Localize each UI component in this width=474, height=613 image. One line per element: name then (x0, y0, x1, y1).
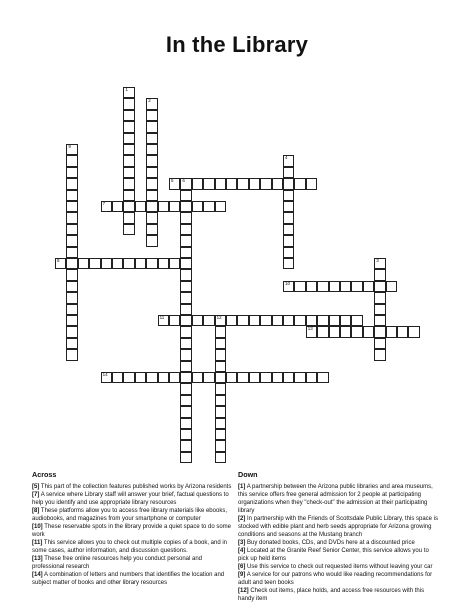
clue-number: 12 (216, 315, 222, 320)
grid-cell[interactable] (180, 281, 191, 292)
clue-text: A combination of letters and numbers that identifies the location and subject matter of books and other library resources (32, 572, 225, 586)
grid-cell[interactable] (180, 212, 191, 223)
grid-cell[interactable] (215, 383, 226, 394)
across-clue (32, 555, 232, 571)
grid-cell[interactable] (215, 440, 226, 451)
grid-cell[interactable] (158, 372, 169, 383)
grid-cell[interactable] (340, 281, 351, 292)
grid-cell[interactable] (158, 201, 169, 212)
clue-label: [10] (32, 524, 43, 530)
grid-cell[interactable] (317, 372, 328, 383)
grid-cell[interactable] (146, 144, 157, 155)
grid-cell[interactable] (192, 315, 203, 326)
grid-cell[interactable] (180, 269, 191, 280)
grid-cell[interactable] (66, 178, 77, 189)
across-clue (32, 507, 232, 523)
grid-cell[interactable] (180, 224, 191, 235)
grid-cell[interactable] (340, 326, 351, 337)
grid-cell[interactable] (215, 178, 226, 189)
grid-cell[interactable] (215, 429, 226, 440)
clue-text: A partnership between the Arizona public libraries and area museums, this service offers free general admission for 2 people at participating organizations when they "check-out" the admission at their participating library (238, 484, 433, 514)
grid-cell[interactable] (123, 133, 134, 144)
grid-cell[interactable] (283, 258, 294, 269)
grid-cell[interactable] (66, 167, 77, 178)
grid-cell[interactable] (374, 315, 385, 326)
grid-cell[interactable] (66, 269, 77, 280)
grid-cell[interactable] (112, 201, 123, 212)
grid-cell[interactable] (283, 178, 294, 189)
clue-number: 6 (182, 178, 185, 184)
clue-label: [2] (238, 516, 246, 522)
grid-cell[interactable] (386, 326, 397, 337)
grid-cell[interactable] (112, 372, 123, 383)
grid-cell[interactable] (374, 269, 385, 280)
clue-number: 8 (57, 258, 60, 263)
grid-cell[interactable] (66, 247, 77, 258)
grid-cell[interactable] (146, 110, 157, 121)
grid-cell[interactable] (158, 258, 169, 269)
grid-cell[interactable] (283, 235, 294, 246)
clue-text: This service allows you to check out multiple copies of a book, and in some cases, author information, and discussion questions. (32, 540, 227, 554)
grid-cell[interactable] (169, 178, 180, 189)
puzzle-title: In the Library (165, 32, 309, 57)
clue-number: 2 (148, 98, 151, 104)
grid-cell[interactable] (215, 361, 226, 372)
grid-cell[interactable] (351, 281, 362, 292)
grid-cell[interactable] (123, 87, 134, 98)
grid-cell[interactable] (180, 258, 191, 269)
grid-cell[interactable] (146, 190, 157, 201)
grid-cell[interactable] (363, 281, 374, 292)
grid-cell[interactable] (101, 372, 112, 383)
clue-number: 11 (159, 315, 165, 320)
grid-cell[interactable] (123, 155, 134, 166)
across-clue (32, 483, 232, 491)
grid-cell[interactable] (283, 224, 294, 235)
grid-cell[interactable] (146, 201, 157, 212)
grid-cell[interactable] (374, 326, 385, 337)
grid-cell[interactable] (146, 155, 157, 166)
grid-cell[interactable] (283, 315, 294, 326)
grid-cell[interactable] (215, 418, 226, 429)
grid-cell[interactable] (180, 292, 191, 303)
grid-cell[interactable] (306, 178, 317, 189)
grid-cell[interactable] (215, 372, 226, 383)
clue-text: In partnership with the Friends of Scottsdale Public Library, this space is stocked with edible plant and herb seeds appropriate for Arizona growing conditions and seasons at the Mustang branch (238, 516, 438, 538)
grid-cell[interactable] (66, 212, 77, 223)
grid-cell[interactable] (374, 304, 385, 315)
grid-cell[interactable] (306, 326, 317, 337)
grid-cell[interactable] (215, 338, 226, 349)
grid-cell[interactable] (192, 201, 203, 212)
grid-cell[interactable] (123, 144, 134, 155)
grid-cell[interactable] (135, 258, 146, 269)
down-heading: Down (238, 470, 258, 479)
grid-cell[interactable] (180, 361, 191, 372)
grid-cell[interactable] (397, 326, 408, 337)
grid-cell[interactable] (374, 349, 385, 360)
grid-cell[interactable] (283, 247, 294, 258)
clue-label: [4] (238, 548, 246, 554)
grid-cell[interactable] (169, 315, 180, 326)
across-clue (32, 539, 232, 555)
grid-cell[interactable] (283, 372, 294, 383)
grid-cell[interactable] (386, 281, 397, 292)
grid-cell[interactable] (283, 155, 294, 166)
grid-cell[interactable] (55, 258, 66, 269)
grid-cell[interactable] (180, 247, 191, 258)
grid-cell[interactable] (329, 281, 340, 292)
grid-cell[interactable] (89, 258, 100, 269)
grid-cell[interactable] (180, 372, 191, 383)
clue-number: 5 (171, 178, 174, 184)
down-clue (238, 587, 438, 603)
grid-cell[interactable] (283, 201, 294, 212)
clue-label: [3] (238, 540, 246, 546)
clue-label: [14] (32, 572, 43, 578)
grid-cell[interactable] (66, 235, 77, 246)
grid-cell[interactable] (180, 338, 191, 349)
grid-cell[interactable] (146, 212, 157, 223)
clue-text: These free online resources help you conduct personal and professional research (32, 556, 203, 570)
grid-cell[interactable] (180, 418, 191, 429)
grid-cell[interactable] (66, 224, 77, 235)
clue-label: [9] (238, 572, 246, 578)
grid-cell[interactable] (66, 144, 77, 155)
grid-cell[interactable] (123, 167, 134, 178)
down-clue (238, 547, 438, 563)
grid-cell[interactable] (66, 304, 77, 315)
clue-label: [1] (238, 484, 246, 490)
grid-cell[interactable] (180, 383, 191, 394)
grid-cell[interactable] (66, 281, 77, 292)
grid-cell[interactable] (215, 326, 226, 337)
grid-cell[interactable] (329, 326, 340, 337)
grid-cell[interactable] (203, 372, 214, 383)
grid-cell[interactable] (146, 98, 157, 109)
grid-cell[interactable] (283, 167, 294, 178)
grid-cell[interactable] (272, 315, 283, 326)
clue-text: These platforms allow you to access free library materials like ebooks, audiobooks, and magazines from your smartphone or computer (32, 508, 227, 522)
grid-cell[interactable] (374, 281, 385, 292)
clue-text: Located at the Granite Reef Senior Center, this service allows you to pick up held items (238, 548, 429, 562)
grid-cell[interactable] (180, 304, 191, 315)
grid-cell[interactable] (123, 201, 134, 212)
grid-cell[interactable] (123, 178, 134, 189)
grid-cell[interactable] (123, 110, 134, 121)
grid-cell[interactable] (306, 315, 317, 326)
grid-cell[interactable] (101, 258, 112, 269)
grid-cell[interactable] (237, 178, 248, 189)
grid-cell[interactable] (66, 292, 77, 303)
grid-cell[interactable] (180, 440, 191, 451)
grid-cell[interactable] (272, 178, 283, 189)
clue-number: 7 (102, 201, 106, 206)
grid-cell[interactable] (180, 201, 191, 212)
grid-cell[interactable] (351, 326, 362, 337)
grid-cell[interactable] (146, 133, 157, 144)
grid-cell[interactable] (260, 178, 271, 189)
grid-cell[interactable] (215, 201, 226, 212)
clue-label: [8] (32, 508, 40, 514)
grid-cell[interactable] (66, 338, 77, 349)
down-clue (238, 483, 438, 515)
grid-cell[interactable] (237, 372, 248, 383)
grid-cell[interactable] (66, 155, 77, 166)
grid-cell[interactable] (215, 349, 226, 360)
clue-label: [11] (32, 540, 43, 546)
grid-cell[interactable] (249, 178, 260, 189)
grid-cell[interactable] (215, 452, 226, 463)
clue-text: A service where Library staff will answer your brief, factual questions to help you identify and use appropriate library resources (32, 492, 229, 506)
grid-cell[interactable] (294, 281, 305, 292)
grid-cell[interactable] (226, 315, 237, 326)
grid-cell[interactable] (294, 315, 305, 326)
grid-cell[interactable] (66, 315, 77, 326)
clue-label: [12] (238, 588, 249, 594)
clue-text: Buy donated books, CDs, and DVDs here at a discounted price (247, 540, 415, 546)
grid-cell[interactable] (283, 190, 294, 201)
down-clue (238, 515, 438, 539)
grid-cell[interactable] (169, 258, 180, 269)
grid-cell[interactable] (66, 258, 77, 269)
grid-cell[interactable] (215, 395, 226, 406)
clue-number: 4 (285, 155, 288, 161)
across-clues (32, 470, 232, 587)
clue-text: This part of the collection features published works by Arizona residents (40, 484, 232, 490)
clue-text: A service for our patrons who would like reading recommendations for adult and teen books (238, 572, 433, 586)
grid-cell[interactable] (249, 315, 260, 326)
grid-cell[interactable] (146, 167, 157, 178)
grid-cell[interactable] (180, 349, 191, 360)
grid-cell[interactable] (146, 372, 157, 383)
grid-cell[interactable] (374, 292, 385, 303)
grid-cell[interactable] (283, 281, 294, 292)
grid-cell[interactable] (66, 201, 77, 212)
grid-cell[interactable] (272, 372, 283, 383)
grid-cell[interactable] (306, 281, 317, 292)
grid-cell[interactable] (260, 315, 271, 326)
grid-cell[interactable] (66, 349, 77, 360)
grid-cell[interactable] (180, 395, 191, 406)
grid-cell[interactable] (203, 178, 214, 189)
grid-cell[interactable] (123, 372, 134, 383)
grid-cell[interactable] (317, 315, 328, 326)
grid-cell[interactable] (283, 212, 294, 223)
grid-cell[interactable] (374, 258, 385, 269)
clue-number: 9 (68, 144, 71, 149)
grid-cell[interactable] (146, 235, 157, 246)
clue-label: [13] (32, 556, 43, 562)
clue-label: [7] (32, 492, 40, 498)
grid-cell[interactable] (226, 372, 237, 383)
grid-cell[interactable] (351, 315, 362, 326)
across-heading: Across (32, 470, 57, 479)
grid-cell[interactable] (180, 326, 191, 337)
grid-cell[interactable] (169, 201, 180, 212)
clue-text: These reservable spots in the library provide a quiet space to do some work (32, 524, 232, 538)
grid-cell[interactable] (112, 258, 123, 269)
grid-cell[interactable] (374, 338, 385, 349)
clue-number: 14 (102, 372, 108, 377)
grid-cell[interactable] (66, 326, 77, 337)
grid-cell[interactable] (169, 372, 180, 383)
grid-cell[interactable] (363, 326, 374, 337)
grid-cell[interactable] (180, 452, 191, 463)
grid-cell[interactable] (306, 372, 317, 383)
grid-cell[interactable] (123, 258, 134, 269)
grid-cell[interactable] (340, 315, 351, 326)
grid-cell[interactable] (317, 326, 328, 337)
clue-text: Use this service to check out requested items without leaving your car (247, 564, 433, 570)
across-clue (32, 491, 232, 507)
grid-cell[interactable] (249, 372, 260, 383)
grid-cell[interactable] (123, 121, 134, 132)
clue-label: [5] (32, 484, 40, 490)
grid-cell[interactable] (203, 201, 214, 212)
grid-cell[interactable] (180, 315, 191, 326)
across-clue (32, 523, 232, 539)
grid-cell[interactable] (135, 201, 146, 212)
grid-cell[interactable] (66, 190, 77, 201)
grid-cell[interactable] (226, 178, 237, 189)
grid-cell[interactable] (192, 178, 203, 189)
grid-cell[interactable] (123, 190, 134, 201)
grid-cell[interactable] (158, 315, 169, 326)
grid-cell[interactable] (123, 224, 134, 235)
grid-cell[interactable] (78, 258, 89, 269)
grid-cell[interactable] (180, 429, 191, 440)
grid-cell[interactable] (146, 178, 157, 189)
clue-number: 13 (307, 326, 313, 332)
grid-cell[interactable] (180, 235, 191, 246)
down-clues (238, 470, 438, 603)
grid-cell[interactable] (215, 315, 226, 326)
clue-number: 10 (285, 280, 291, 286)
grid-cell[interactable] (123, 212, 134, 223)
down-clue (238, 571, 438, 587)
grid-cell[interactable] (215, 406, 226, 417)
grid-cell[interactable] (180, 178, 191, 189)
clue-label: [6] (238, 564, 246, 570)
grid-cell[interactable] (408, 326, 419, 337)
clue-number: 1 (125, 87, 128, 92)
down-clue (238, 539, 438, 547)
grid-cell[interactable] (123, 98, 134, 109)
grid-cell[interactable] (101, 201, 112, 212)
grid-cell[interactable] (294, 372, 305, 383)
clue-number: 3 (376, 258, 379, 263)
grid-cell[interactable] (260, 372, 271, 383)
grid-cell[interactable] (329, 315, 340, 326)
grid-cell[interactable] (180, 406, 191, 417)
grid-cell[interactable] (180, 190, 191, 201)
across-clue (32, 571, 232, 587)
grid-cell[interactable] (146, 224, 157, 235)
grid-cell[interactable] (203, 315, 214, 326)
grid-cell[interactable] (135, 372, 146, 383)
clue-text: Check out items, place holds, and access free resources with this handy item (238, 588, 425, 602)
grid-cell[interactable] (192, 372, 203, 383)
grid-cell[interactable] (146, 258, 157, 269)
grid-cell[interactable] (317, 281, 328, 292)
grid-cell[interactable] (237, 315, 248, 326)
down-clue (238, 563, 438, 571)
grid-cell[interactable] (146, 121, 157, 132)
grid-cell[interactable] (294, 178, 305, 189)
